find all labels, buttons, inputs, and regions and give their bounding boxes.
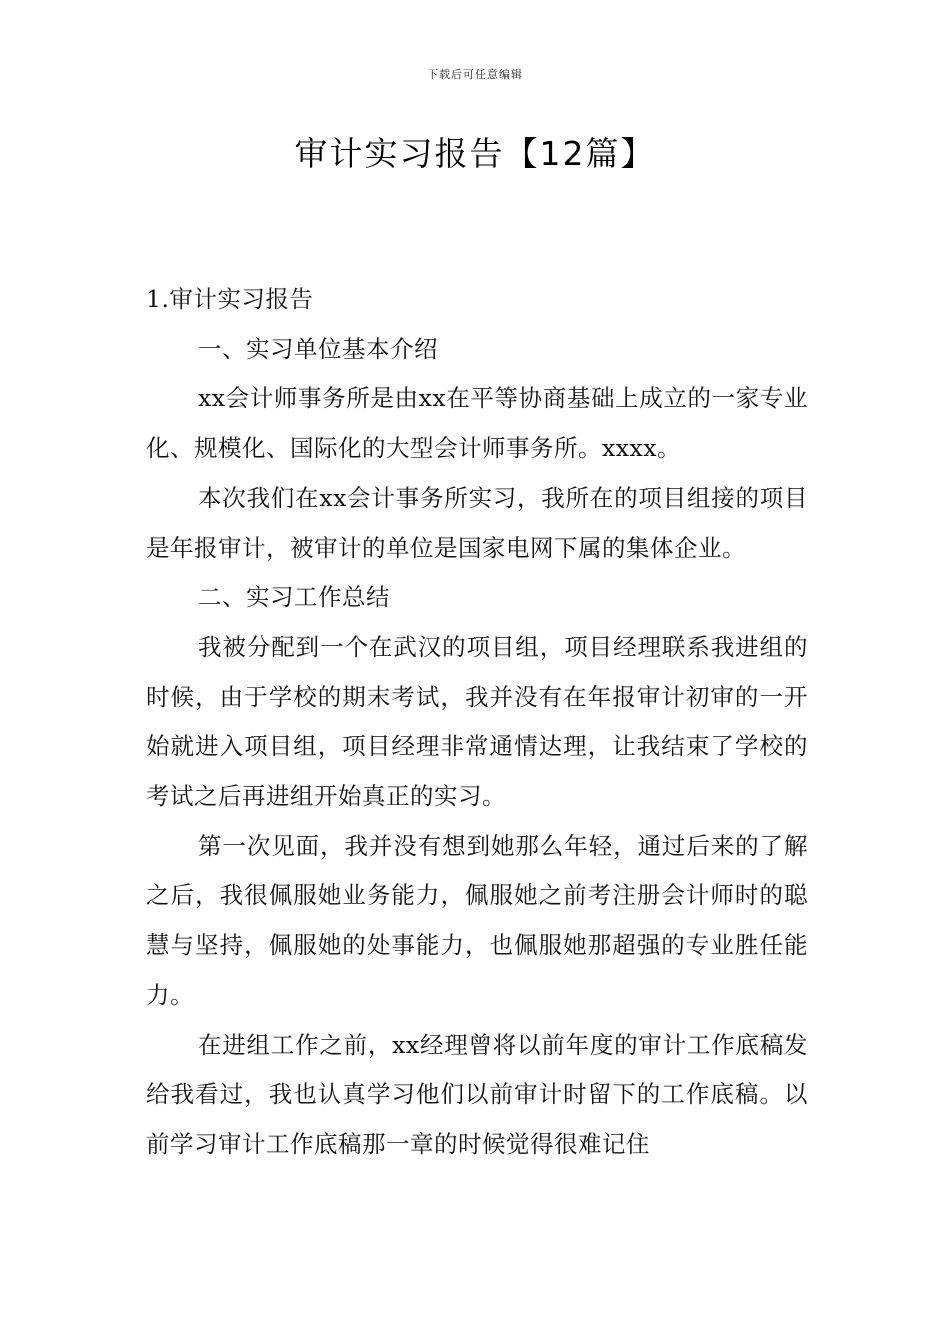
- paragraph: 我被分配到一个在武汉的项目组，项目经理联系我进组的时候，由于学校的期末考试，我并没有在年报审计初审的一开始就进入项目组，项目经理非常通情达理，让我结束了学校的考试之后再进组开始真正的实习。: [146, 632, 808, 811]
- document-title: 审计实习报告【12篇】: [294, 134, 656, 173]
- paragraph: 第一次见面，我并没有想到她那么年轻，通过后来的了解之后，我很佩服她业务能力，佩服她之前考注册会计师时的聪慧与坚持，佩服她的处事能力，也佩服她那超强的专业胜任能力。: [146, 831, 808, 1009]
- paragraph: 在进组工作之前，xx经理曾将以前年度的审计工作底稿发给我看过，我也认真学习他们以前审计时留下的工作底稿。以前学习审计工作底稿那一章的时候觉得很难记住: [146, 1030, 808, 1158]
- section-heading: 1.审计实习报告: [146, 285, 314, 313]
- document-body: [146, 275, 808, 1170]
- paragraph: 本次我们在xx会计事务所实习，我所在的项目组接的项目是年报审计，被审计的单位是国家电网下属的集体企业。: [146, 483, 808, 562]
- paragraph: xx会计师事务所是由xx在平等协商基础上成立的一家专业化、规模化、国际化的大型会计师事务所。xxxx。: [146, 384, 808, 463]
- subheading-work-summary: 二、实习工作总结: [198, 583, 390, 612]
- subheading-unit-intro: 一、实习单位基本介绍: [198, 334, 438, 363]
- header-note: 下载后可任意编辑: [427, 68, 523, 81]
